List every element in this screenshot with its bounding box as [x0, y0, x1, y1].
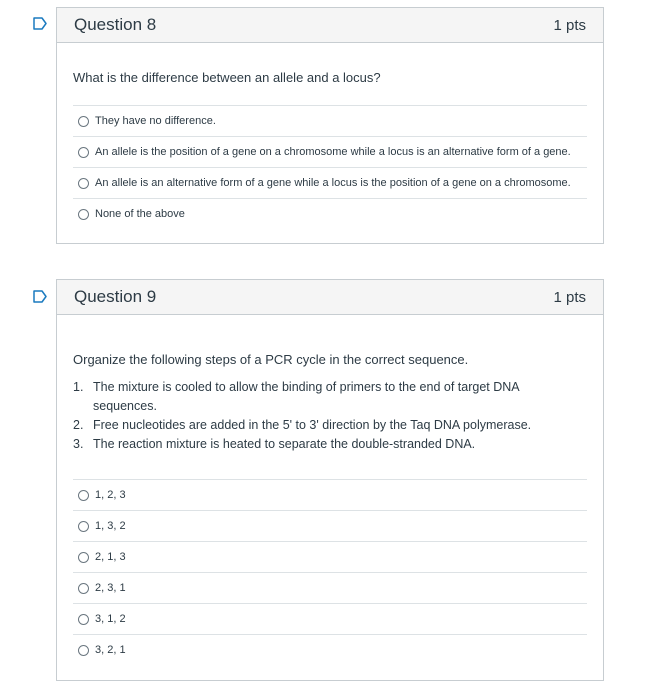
answer-label: 1, 3, 2 [95, 520, 126, 532]
radio-button[interactable] [78, 552, 89, 563]
question-title: Question 9 [74, 287, 157, 306]
step-item: 2. Free nucleotides are added in the 5' to 3' direction by the Taq DNA polymerase. [73, 418, 532, 432]
answer-label: 1, 2, 3 [95, 489, 126, 501]
answer-label: They have no difference. [95, 115, 216, 127]
answer-label: An allele is the position of a gene on a chromosome while a locus is an alternative form of a gene. [95, 146, 571, 158]
answer-label: 2, 3, 1 [95, 582, 126, 594]
question-card-9 [56, 279, 604, 681]
answer-option[interactable] [73, 136, 587, 167]
answer-option[interactable] [73, 167, 587, 198]
radio-button[interactable] [78, 209, 89, 220]
question-points: 1 pts [553, 288, 586, 306]
answer-option[interactable] [73, 634, 587, 665]
answer-label: 3, 1, 2 [95, 613, 126, 625]
question-prompt: What is the difference between an allele and a locus? [73, 70, 381, 85]
flag-question-icon[interactable] [33, 290, 47, 303]
step-item: 3. The reaction mixture is heated to separate the double-stranded DNA. [73, 437, 476, 451]
answer-list [73, 479, 587, 665]
answer-option[interactable] [73, 105, 587, 136]
step-list [73, 378, 563, 454]
answer-option[interactable] [73, 198, 587, 229]
answer-label: 3, 2, 1 [95, 644, 126, 656]
answer-label: 2, 1, 3 [95, 551, 126, 563]
answer-option[interactable] [73, 603, 587, 634]
radio-button[interactable] [78, 116, 89, 127]
radio-button[interactable] [78, 178, 89, 189]
answer-option[interactable] [73, 572, 587, 603]
question-title: Question 8 [74, 15, 157, 34]
question-points: 1 pts [553, 16, 586, 34]
step-item: 1. The mixture is cooled to allow the binding of primers to the end of target DNA sequences. [73, 380, 519, 413]
answer-label: An allele is an alternative form of a gene while a locus is the position of a gene on a chromosome. [95, 177, 571, 189]
radio-button[interactable] [78, 583, 89, 594]
radio-button[interactable] [78, 521, 89, 532]
question-prompt: Organize the following steps of a PCR cycle in the correct sequence. [73, 352, 469, 367]
radio-button[interactable] [78, 645, 89, 656]
answer-label: None of the above [95, 208, 185, 220]
question-card-8 [56, 7, 604, 244]
flag-question-icon[interactable] [33, 17, 47, 30]
radio-button[interactable] [78, 147, 89, 158]
answer-list [73, 105, 587, 229]
answer-option[interactable] [73, 541, 587, 572]
answer-option[interactable] [73, 479, 587, 510]
question-header [57, 8, 603, 43]
question-header [57, 280, 603, 315]
radio-button[interactable] [78, 614, 89, 625]
answer-option[interactable] [73, 510, 587, 541]
radio-button[interactable] [78, 490, 89, 501]
